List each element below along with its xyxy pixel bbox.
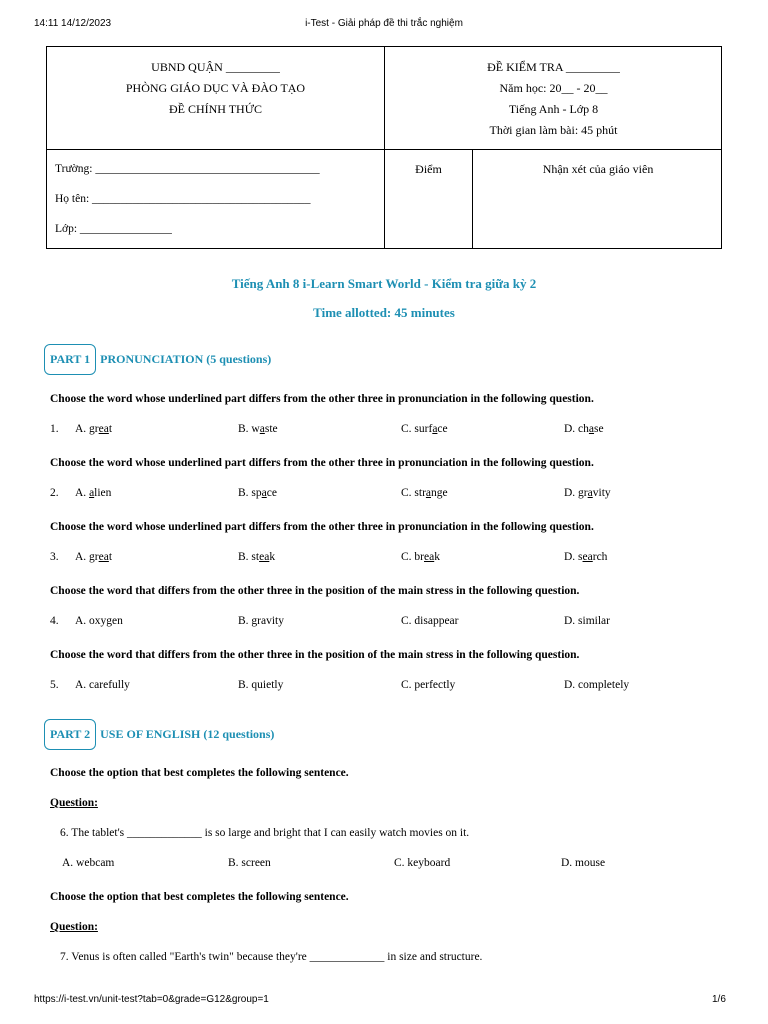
option-d[interactable]: D. completely (564, 679, 630, 691)
duration-line: Thời gian làm bài: 45 phút (489, 123, 618, 137)
school-year-line: Năm học: 20__ - 20__ (499, 81, 608, 95)
teacher-comment-label: Nhận xét của giáo viên (542, 162, 654, 176)
school-field: Trường: _______________________________________ (55, 163, 320, 175)
page-title: i-Test - Giải pháp đề thi trắc nghiệm (305, 18, 463, 29)
option-d[interactable]: D. mouse (561, 857, 606, 869)
part-1-badge: PART 1 (44, 344, 96, 375)
exam-title-line: ĐỀ KIỂM TRA _________ (487, 60, 620, 74)
question-number: 3. (50, 551, 59, 563)
part-1-header (44, 344, 271, 374)
exam-header-box (46, 46, 722, 249)
part-2-header (44, 719, 274, 749)
question-text: 7. Venus is often called "Earth's twin" because they're _____________ in size and structure. (60, 951, 483, 963)
page-number: 1/6 (712, 994, 726, 1005)
part-1-label: PRONUNCIATION (5 questions) (100, 351, 272, 366)
question-instruction: Choose the word whose underlined part differs from the other three in pronunciation in the following question. (50, 393, 594, 405)
question-instruction: Choose the word whose underlined part differs from the other three in pronunciation in the following question. (50, 457, 594, 469)
official-exam-line: ĐỀ CHÍNH THỨC (168, 102, 263, 116)
exam-title: Tiếng Anh 8 i-Learn Smart World - Kiểm tra giữa kỳ 2 (231, 276, 537, 291)
question-number: 4. (50, 615, 59, 627)
part-2-badge: PART 2 (44, 719, 96, 750)
question-instruction: Choose the word that differs from the other three in the position of the main stress in the following question. (50, 649, 580, 661)
option-c[interactable]: C. perfectly (401, 679, 456, 691)
option-b[interactable]: B. quietly (238, 679, 284, 691)
option-b[interactable]: B. gravity (238, 615, 284, 627)
question-label: Question: (50, 797, 98, 809)
department-line: PHÒNG GIÁO DỤC VÀ ĐÀO TẠO (125, 81, 306, 95)
option-a[interactable]: A. webcam (62, 857, 115, 869)
option-a[interactable]: A. alien (75, 487, 112, 499)
question-instruction: Choose the option that best completes the following sentence. (50, 891, 349, 903)
option-c[interactable]: C. strange (401, 487, 448, 499)
name-field: Họ tên: ______________________________________ (55, 193, 311, 205)
option-a[interactable]: A. oxygen (75, 615, 123, 627)
question-instruction: Choose the word whose underlined part differs from the other three in pronunciation in the following question. (50, 521, 594, 533)
class-field: Lớp: ________________ (55, 223, 172, 235)
option-d[interactable]: D. chase (564, 423, 604, 435)
time-allotted: Time allotted: 45 minutes (313, 305, 455, 320)
question-number: 5. (50, 679, 59, 691)
option-c[interactable]: C. disappear (401, 615, 459, 627)
part-2-label: USE OF ENGLISH (12 questions) (100, 726, 275, 741)
option-b[interactable]: B. screen (228, 857, 271, 869)
question-number: 1. (50, 423, 59, 435)
option-a[interactable]: A. great (75, 423, 113, 435)
option-a[interactable]: A. great (75, 551, 113, 563)
district-line: UBND QUẬN _________ (151, 60, 280, 74)
option-c[interactable]: C. break (401, 551, 440, 563)
divider (47, 149, 722, 150)
print-datetime: 14:11 14/12/2023 (34, 18, 112, 29)
question-instruction: Choose the option that best completes the following sentence. (50, 767, 349, 779)
question-number: 2. (50, 487, 59, 499)
option-a[interactable]: A. carefully (75, 679, 130, 691)
option-b[interactable]: B. steak (238, 551, 276, 563)
option-d[interactable]: D. similar (564, 615, 610, 627)
divider (384, 47, 385, 249)
option-c[interactable]: C. surface (401, 423, 448, 435)
question-text: 6. The tablet's _____________ is so large and bright that I can easily watch movies on it. (60, 827, 470, 839)
question-instruction: Choose the word that differs from the other three in the position of the main stress in the following question. (50, 585, 580, 597)
subject-line: Tiếng Anh - Lớp 8 (508, 102, 599, 116)
score-label: Điểm (415, 162, 442, 176)
option-d[interactable]: D. gravity (564, 487, 611, 499)
option-b[interactable]: B. waste (238, 423, 278, 435)
question-label: Question: (50, 921, 98, 933)
page-url[interactable]: https://i-test.vn/unit-test?tab=0&grade=G12&group=1 (34, 994, 269, 1005)
option-d[interactable]: D. search (564, 551, 608, 563)
option-b[interactable]: B. space (238, 487, 277, 499)
option-c[interactable]: C. keyboard (394, 857, 451, 869)
